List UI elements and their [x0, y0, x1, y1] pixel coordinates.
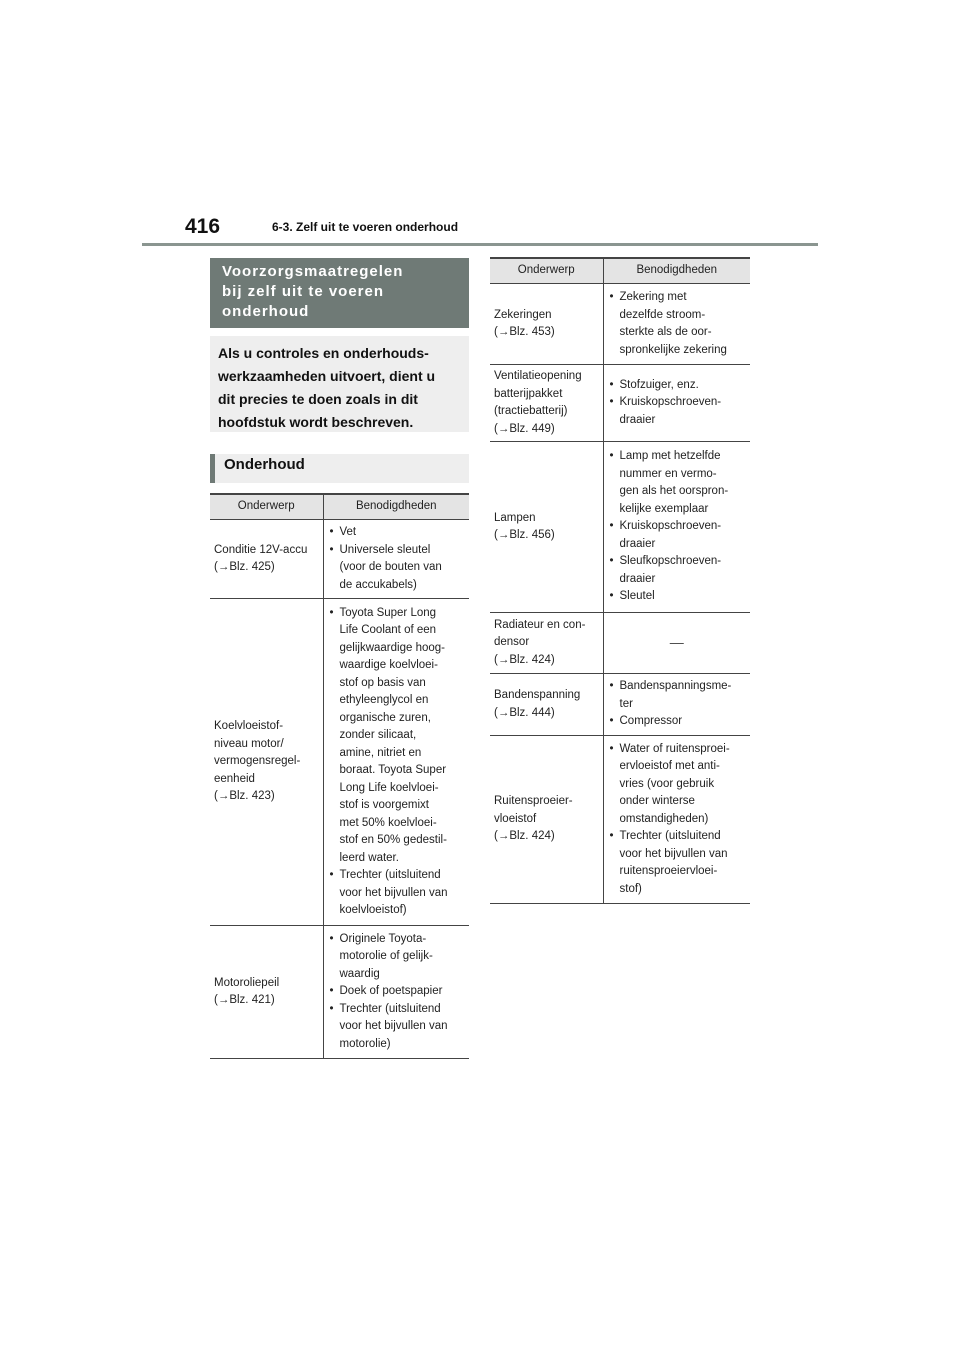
page-reference: (→Blz. 425) — [214, 561, 275, 573]
page-reference: (→Blz. 424) — [494, 830, 555, 843]
list-item: • Originele Toyota- motorolie of gelijk- waardig — [328, 931, 466, 984]
list-item: • Trechter (uitsluitend voor het bijvullen van koelvloeistof) — [328, 867, 466, 920]
page-reference: (→Blz. 424) — [494, 653, 555, 666]
table-row — [210, 520, 469, 599]
topic-cell — [210, 599, 323, 926]
list-item: • Sleutel — [608, 588, 747, 606]
column-header-topic: Onderwerp — [490, 258, 603, 284]
supplies-cell — [603, 284, 750, 365]
topic-line: batterijpakket — [494, 387, 563, 400]
list-item: • Vet — [328, 524, 466, 542]
list-item: • Toyota Super Long Life Coolant of een gelijkwaardige hoog- waardige koelvloei- stof op basis van ethyleenglycol en organische zuren, zonder silicaat, amine, nitriet en boraat. Toyota Super Long Life koelvloei- stof is voorgemixt met 50% koelvloei- stof en 50% gedestil- leerd water. — [328, 605, 466, 868]
page-reference: (→Blz. 453) — [494, 326, 555, 338]
column-header-supplies: Benodigdheden — [323, 494, 469, 520]
topic-line: eenheid — [214, 772, 255, 785]
intro-text-box — [210, 336, 469, 432]
maintenance-table-left — [210, 493, 469, 1059]
table-row — [490, 284, 750, 365]
page-reference: (→Blz. 423) — [214, 790, 275, 803]
topic-line: Ruitensproeier- — [494, 795, 573, 808]
title-line: onderhoud — [222, 303, 310, 320]
supplies-cell — [323, 520, 469, 599]
topic-line: Motoroliepeil — [214, 976, 280, 989]
table-row — [490, 736, 750, 904]
topic-line: Koelvloeistof- — [214, 720, 284, 733]
page-reference: (→Blz. 444) — [494, 706, 555, 719]
intro-line: werkzaamheden uitvoert, dient u — [218, 368, 436, 384]
topic-line: Lampen — [494, 511, 536, 524]
list-item: • Lamp met hetzelfde nummer en vermo- gen als het oorspron- kelijke exemplaar — [608, 448, 747, 518]
page-reference: (→Blz. 456) — [494, 529, 555, 541]
topic-cell — [490, 613, 603, 674]
supplies-cell — [603, 442, 750, 613]
topic-cell — [490, 442, 603, 613]
list-item: • Universele sleutel (voor de bouten van de accukabels) — [328, 542, 466, 595]
intro-line: hoofdstuk wordt beschreven. — [218, 414, 414, 430]
header-divider — [142, 243, 818, 246]
intro-line: Als u controles en onderhouds- — [218, 345, 429, 361]
topic-line: Zekeringen — [494, 308, 552, 321]
topic-cell — [210, 520, 323, 599]
list-item: • Kruiskopschroeven- draaier — [608, 518, 747, 553]
title-line: Voorzorgsmaatregelen — [222, 263, 404, 280]
page-number: 416 — [185, 215, 221, 238]
table-row — [490, 613, 750, 674]
topic-line: Radiateur en con- — [494, 618, 586, 631]
topic-line: niveau motor/ — [214, 737, 284, 750]
not-applicable-dash: — — [603, 613, 750, 674]
topic-cell — [490, 365, 603, 442]
topic-line: (tractiebatterij) — [494, 405, 568, 417]
topic-line: vloeistof — [494, 812, 537, 825]
supplies-cell — [603, 674, 750, 736]
intro-line: dit precies te doen zoals in dit — [218, 391, 418, 407]
topic-cell — [490, 736, 603, 904]
list-item: • Water of ruitensproei- ervloeistof met anti- vries (voor gebruik onder winterse omstandigheden) — [608, 741, 747, 829]
topic-line: Ventilatieopening — [494, 370, 582, 382]
list-item: • Zekering met dezelfde stroom- sterkte als de oor- spronkelijke zekering — [608, 289, 747, 359]
supplies-cell — [603, 736, 750, 904]
topic-line: vermogensregel- — [214, 755, 301, 768]
table-row — [210, 599, 469, 926]
list-item: • Compressor — [608, 713, 747, 731]
list-item: • Doek of poetspapier — [328, 983, 466, 1001]
maintenance-table-right — [490, 257, 750, 904]
topic-cell — [490, 284, 603, 365]
table-row — [490, 674, 750, 736]
table-row — [490, 442, 750, 613]
topic-cell — [210, 926, 323, 1059]
list-item: • Trechter (uitsluitend voor het bijvullen van motorolie) — [328, 1001, 466, 1054]
maintenance-heading: Onderhoud — [210, 454, 469, 483]
title-line: bij zelf uit te voeren — [222, 283, 385, 300]
supplies-cell — [323, 599, 469, 926]
list-item: • Bandenspanningsme- ter — [608, 678, 747, 713]
column-header-supplies: Benodigdheden — [603, 258, 750, 284]
column-header-topic: Onderwerp — [210, 494, 323, 520]
page-reference: (→Blz. 421) — [214, 994, 275, 1006]
topic-line: densor — [494, 636, 530, 649]
list-item: • Trechter (uitsluitend voor het bijvullen van ruitensproeiervloei- stof) — [608, 828, 747, 898]
list-item: • Stofzuiger, enz. — [608, 377, 747, 395]
topic-line: Conditie 12V-accu — [214, 543, 308, 556]
table-row — [210, 926, 469, 1059]
supplies-cell — [603, 365, 750, 442]
supplies-cell — [323, 926, 469, 1059]
page-reference: (→Blz. 449) — [494, 422, 555, 435]
precautions-title-box — [210, 258, 469, 328]
topic-line: Bandenspanning — [494, 689, 581, 701]
list-item: • Kruiskopschroeven- draaier — [608, 394, 747, 429]
section-title: 6-3. Zelf uit te voeren onderhoud — [272, 220, 459, 234]
topic-cell — [490, 674, 603, 736]
table-row — [490, 365, 750, 442]
list-item: • Sleufkopschroeven- draaier — [608, 553, 747, 588]
